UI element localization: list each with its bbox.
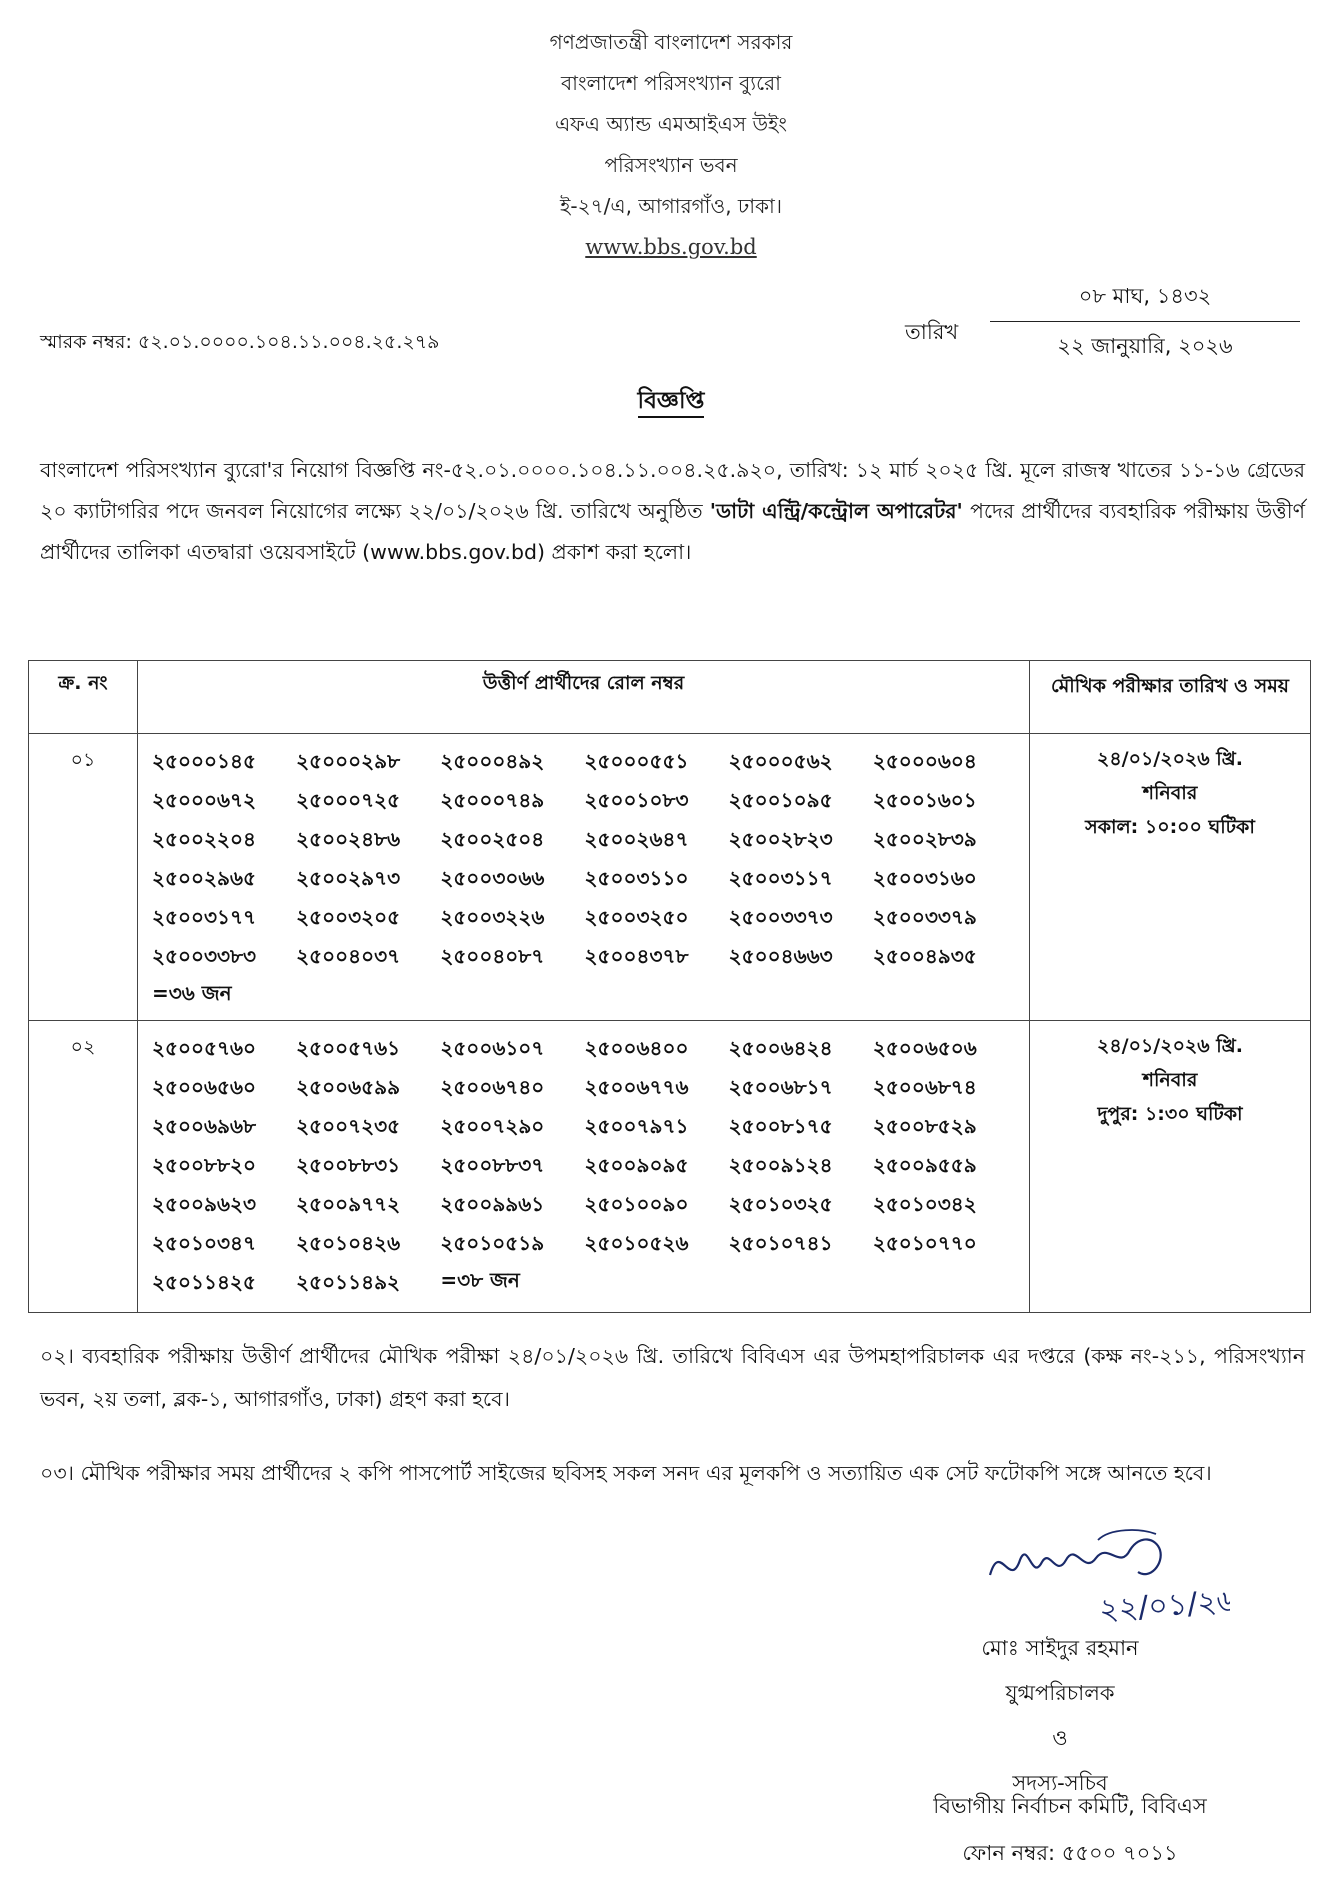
roll-number: ২৫০০৯৬২৩	[152, 1192, 256, 1216]
roll-number: ২৫০১০৫২৬	[584, 1231, 689, 1255]
roll-number: ২৫০০০৭২৫	[296, 788, 401, 812]
note-viva-venue: ০২। ব্যবহারিক পরীক্ষায় উত্তীর্ণ প্রার্থীদের মৌখিক পরীক্ষা ২৪/০১/২০২৬ খ্রি. তারিখে বিবিএস এর উপমহাপরিচালক এর দপ্তরে (কক্ষ নং-২১১, পরিসংখ্যান ভবন, ২য় তলা, ব্লক-১, আগারগাঁও, ঢাকা) গ্রহণ করা হবে।	[40, 1344, 1305, 1411]
roll-number: ২৫০০৮৮২০	[152, 1153, 256, 1177]
roll-number: ২৫০০৬৯৬৮	[152, 1114, 256, 1138]
roll-number: ২৫০০৬৫০৬	[872, 1036, 977, 1060]
memo-number: স্মারক নম্বর: ৫২.০১.০০০০.১০৪.১১.০০৪.২৫.২৭৯	[40, 331, 440, 353]
roll-cell	[138, 1021, 1030, 1313]
roll-number: ২৫০০৬৮১৭	[728, 1075, 833, 1099]
table-row	[29, 734, 1311, 1021]
roll-number: ২৫০০০৫৬২	[728, 749, 833, 773]
roll-number: ২৫০০২৬৪৭	[584, 827, 689, 851]
roll-number: ২৫০০২৫০৪	[440, 827, 545, 851]
viva-cell	[1030, 734, 1311, 1021]
date-label: তারিখ	[905, 320, 959, 344]
viva-day: শনিবার	[1142, 1069, 1198, 1091]
roll-number: ২৫০০৩৩৮৩	[152, 944, 256, 968]
roll-number: ২৫০০৯৯৬১	[440, 1192, 545, 1216]
intro-part1: বাংলাদেশ পরিসংখ্যান ব্যুরো'র নিয়োগ বিজ্ঞপ্তি নং-৫২.০১.০০০০.১০৪.১১.০০৪.২৫.৯২০, তারিখ: ১২ মার্চ ২০২৫ খ্রি. মূলে রাজস্ব খাতের ১১-১৬ গ্রেডের ২০ ক্যাটাগরির পদে জনবল নিয়োগের লক্ষ্যে ২২/০১/২০২৬ খ্রি. তারিখে অনুষ্ঠিত	[40, 458, 1305, 523]
intro-part2: পদের প্রার্থীদের ব্যবহারিক পরীক্ষায় উত্তীর্ণ প্রার্থীদের তালিকা এতদ্বারা ওয়েবসাইটে (www.bbs.gov.bd) প্রকাশ করা হলো।	[40, 499, 1305, 564]
roll-number: ২৫০০৬৫৯৯	[296, 1075, 401, 1099]
roll-number: ২৫০১০৩৪৭	[152, 1231, 256, 1255]
office-name: বাংলাদেশ পরিসংখ্যান ব্যুরো	[561, 71, 781, 95]
website-link[interactable]: www.bbs.gov.bd	[585, 235, 757, 259]
post-name: 'ডাটা এন্ট্রি/কন্ট্রোল অপারেটর'	[709, 499, 963, 523]
roll-number: ২৫০১১৪৯২	[296, 1270, 401, 1294]
roll-number: ২৫০০১০৯৫	[728, 788, 833, 812]
header-rolls: উত্তীর্ণ প্রার্থীদের রোল নম্বর	[138, 661, 1030, 734]
table-row	[29, 1021, 1311, 1313]
roll-number: ২৫০০৯০৯৫	[584, 1153, 689, 1177]
roll-number: ২৫০০৯৫৫৯	[872, 1153, 977, 1177]
viva-day: শনিবার	[1142, 782, 1198, 804]
roll-number: ২৫০০৩১৬০	[872, 866, 977, 890]
roll-number: ২৫০০৮৮৩৭	[440, 1153, 545, 1177]
roll-number: ২৫০০৬৪০০	[584, 1036, 689, 1060]
roll-number: ২৫০০০৫৫১	[584, 749, 689, 773]
wing-name: এফএ অ্যান্ড এমআইএস উইং	[554, 112, 788, 136]
roll-number: ২৫০০৬১০৭	[440, 1036, 545, 1060]
roll-number: ২৫০০৩১১০	[584, 866, 689, 890]
signatory-block	[870, 1626, 1250, 1806]
roll-number: ২৫০০২৮২৩	[728, 827, 833, 851]
roll-number: ২৫০০৬৫৬০	[152, 1075, 256, 1099]
roll-cell	[138, 734, 1030, 1021]
roll-number: ২৫০০৩১১৭	[728, 866, 833, 890]
roll-number: ২৫০০৪৬৬৩	[728, 944, 833, 968]
roll-number: ২৫০০৪০৩৭	[296, 944, 401, 968]
roll-number: ২৫০১০৫১৯	[440, 1231, 545, 1255]
roll-number: ২৫০০৮১৭৫	[728, 1114, 833, 1138]
roll-number: ২৫০০০৭৪৯	[440, 788, 545, 812]
signature-drawing	[980, 1520, 1230, 1635]
roll-number: ২৫০০৭৯৭১	[584, 1114, 689, 1138]
roll-number: ২৫০০২৯৭৩	[296, 866, 401, 890]
roll-number: ২৫০০৯৭৭২	[296, 1192, 401, 1216]
roll-number: ২৫০১১৪২৫	[152, 1270, 256, 1294]
roll-number: ২৫০০৩২০৫	[296, 905, 401, 929]
roll-number: ২৫০০২৮৩৯	[872, 827, 977, 851]
roll-number: ২৫০০১৬০১	[872, 788, 977, 812]
signatory-designation: যুগ্মপরিচালক	[1005, 1681, 1115, 1705]
building-name: পরিসংখ্যান ভবন	[604, 153, 738, 177]
roll-number: ২৫০০৩৩৭৩	[728, 905, 833, 929]
roll-number: ২৫০০৩৩৭৯	[872, 905, 977, 929]
roll-number: ২৫০০৪৯৩৫	[872, 944, 977, 968]
roll-number: ২৫০০৪৩৭৮	[584, 944, 689, 968]
roll-number: ২৫০০০৪৯২	[440, 749, 545, 773]
roll-number: ২৫০০০২৯৮	[296, 749, 401, 773]
group-serial: ০২	[29, 1021, 138, 1313]
roll-number: ২৫০০৬৪২৪	[728, 1036, 833, 1060]
roll-number: ২৫০০৩১৭৭	[152, 905, 256, 929]
roll-number: ২৫০১০০৯০	[584, 1192, 689, 1216]
roll-number: ২৫০০৭২৯০	[440, 1114, 545, 1138]
roll-number: ২৫০১০৩২৫	[728, 1192, 833, 1216]
roll-number: ২৫০০৫৭৬১	[296, 1036, 401, 1060]
roll-number: ২৫০০৪০৮৭	[440, 944, 545, 968]
roll-number: ২৫০০৩২২৬	[440, 905, 545, 929]
roll-number: ২৫০০৫৭৬০	[152, 1036, 256, 1060]
viva-time: সকাল: ১০:০০ ঘটিকা	[1085, 816, 1255, 838]
viva-date: ২৪/০১/২০২৬ খ্রি.	[1096, 1035, 1244, 1057]
signature-date: ২২/০১/২৬	[1098, 1583, 1230, 1628]
roll-number: ২৫০০০৬৭২	[152, 788, 257, 812]
signatory-conjunction: ও	[1052, 1726, 1068, 1750]
date-gregorian: ২২ জানুয়ারি, ২০২৬	[1057, 334, 1233, 358]
roll-number: ২৫০০৯১২৪	[728, 1153, 833, 1177]
roll-number: ২৫০০৩২৫০	[584, 905, 689, 929]
viva-cell	[1030, 1021, 1311, 1313]
govt-name: গণপ্রজাতন্ত্রী বাংলাদেশ সরকার	[549, 30, 793, 54]
roll-number: ২৫০০০৬০৪	[872, 749, 977, 773]
viva-time: দুপুর: ১:৩০ ঘটিকা	[1097, 1103, 1243, 1125]
notice-title	[0, 382, 1342, 421]
roll-number: ২৫০০৮৮৩১	[296, 1153, 401, 1177]
roll-number: ২৫০০৬৭৭৬	[584, 1075, 689, 1099]
signatory-org	[860, 1783, 1280, 1877]
roll-number: ২৫০০২৯৬৫	[152, 866, 256, 890]
roll-number: ২৫০০২২০৪	[152, 827, 256, 851]
date-bangla: ০৮ মাঘ, ১৪৩২	[990, 280, 1300, 322]
committee-name: বিভাগীয় নির্বাচন কমিটি, বিবিএস	[933, 1794, 1207, 1818]
roll-number: ২৫০০২৪৮৬	[296, 827, 401, 851]
roll-number: ২৫০০০১৪৫	[152, 749, 256, 773]
intro-paragraph	[40, 450, 1305, 573]
letterhead	[0, 22, 1342, 268]
signature	[980, 1520, 1230, 1635]
note-documents: ০৩। মৌখিক পরীক্ষার সময় প্রার্থীদের ২ কপি পাসপোর্ট সাইজের ছবিসহ সকল সনদ এর মূলকপি ও সত্যায়িত এক সেট ফটোকপি সঙ্গে আনতে হবে।	[40, 1461, 1212, 1485]
roll-number: ২৫০১০৭৭০	[872, 1231, 977, 1255]
group-count: =৩৮ জন	[440, 1268, 520, 1292]
office-address: ই-২৭/এ, আগারগাঁও, ঢাকা।	[560, 194, 782, 218]
phone-number: ফোন নম্বর: ৫৫০০ ৭০১১	[962, 1841, 1178, 1865]
group-serial: ০১	[29, 734, 138, 1021]
roll-list	[152, 742, 1017, 976]
date-block	[990, 280, 1300, 365]
notice-title-text: বিজ্ঞপ্তি	[638, 388, 705, 418]
signatory-name: মোঃ সাইদুর রহমান	[981, 1636, 1139, 1660]
roll-number: ২৫০০৬৭৪০	[440, 1075, 545, 1099]
roll-number: ২৫০০৬৮৭৪	[872, 1075, 977, 1099]
table-header-row	[29, 661, 1311, 734]
roll-list	[152, 1029, 1017, 1302]
roll-number: ২৫০০৮৫২৯	[872, 1114, 977, 1138]
roll-number: ২৫০১০৩৪২	[872, 1192, 977, 1216]
group-count: =৩৬ জন	[152, 981, 232, 1005]
roll-number: ২৫০০৩০৬৬	[440, 866, 545, 890]
header-serial: ক্র. নং	[29, 661, 138, 734]
roll-number: ২৫০১০৭৪১	[728, 1231, 833, 1255]
roll-number: ২৫০০১০৮৩	[584, 788, 689, 812]
header-viva: মৌখিক পরীক্ষার তারিখ ও সময়	[1030, 661, 1311, 734]
signatory-role: সদস্য-সচিব	[1012, 1771, 1108, 1795]
roll-number: ২৫০১০৪২৬	[296, 1231, 401, 1255]
viva-date: ২৪/০১/২০২৬ খ্রি.	[1096, 748, 1244, 770]
results-table	[28, 660, 1311, 1313]
roll-number: ২৫০০৭২৩৫	[296, 1114, 401, 1138]
